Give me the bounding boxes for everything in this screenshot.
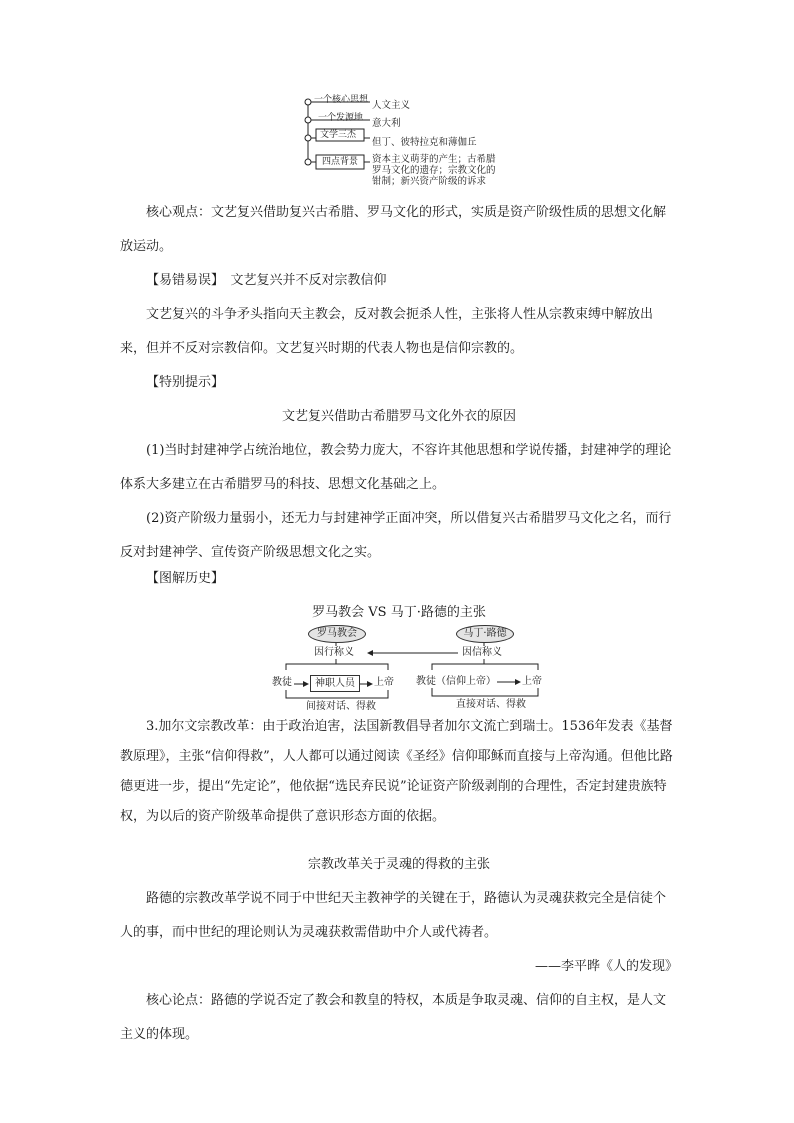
- special-tip-heading: 【特别提示】: [146, 375, 225, 390]
- roman-church-oval: 罗马教会: [308, 625, 366, 643]
- soul-body: 路德的宗教改革学说不同于中世纪天主教神学的关键在于，路德认为灵魂获救完全是信徒个人的事，而中世纪的理论则认为灵魂获救需借助中介人或代祷者。: [120, 891, 667, 940]
- tree-value-background-1: 资本主义萌芽的产生；古希腊: [372, 154, 496, 165]
- right-believer-label: 教徒（信仰上帝）: [416, 676, 496, 687]
- soul-title: 宗教改革关于灵魂的得救的主张: [307, 857, 490, 872]
- tree-label-background: 四点背景: [322, 157, 359, 167]
- justification-by-works-label: 因行称义: [314, 647, 354, 658]
- special-tip-point-2: (2)资产阶级力量弱小，还无力与封建神学正面冲突，所以借复兴古希腊罗马文化之名，而行反对封建神学、宣传资产阶级思想文化之实。: [120, 511, 672, 560]
- indirect-dialog-caption: 间接对话、得救: [306, 701, 376, 712]
- concept-tree: [300, 94, 540, 192]
- tree-label-core-idea: 一个核心思想: [314, 95, 369, 105]
- special-tip-title: 文艺复兴借助古希腊罗马文化外衣的原因: [281, 409, 516, 424]
- soul-section: [120, 848, 678, 1052]
- tree-value-three-masters: 但丁、彼特拉克和薄伽丘: [372, 137, 477, 148]
- calvin-text: 3.加尔文宗教改革：由于政治迫害，法国新教倡导者加尔文流亡到瑞士。1536年发表《基督教原理》，主张“信仰得救”，人人都可以通过阅读《圣经》信仰耶稣而直接与上帝沟通。但他比路德更进一步，提出“先定论”，他依据“选民弃民说”论证资产阶级剥削的合理性，否定封建贵族特权，为以后的资产阶级革命提供了意识形态方面的依据。: [120, 719, 673, 824]
- soul-source: ——李平晔《人的发现》: [534, 959, 678, 974]
- special-tip-section: [120, 366, 678, 570]
- clergy-box: 神职人员: [310, 675, 360, 692]
- tree-value-core-idea: 人文主义: [372, 100, 411, 111]
- diagram-title: 罗马教会 VS 马丁·路德的主张: [312, 605, 486, 620]
- direct-dialog-caption: 直接对话、得救: [456, 699, 526, 710]
- left-believer-label: 教徒: [272, 677, 292, 688]
- tree-label-three-masters: 文学三杰: [320, 130, 357, 140]
- calvin-block: [120, 712, 678, 832]
- martin-luther-oval: 马丁·路德: [456, 625, 514, 643]
- right-god-label: 上帝: [522, 676, 542, 687]
- core-view-block: [120, 196, 678, 264]
- mistake-body: 文艺复兴的斗争矛头指向天主教会，反对教会扼杀人性，主张将人性从宗教束缚中解放出来，但并不反对宗教信仰。文艺复兴时期的代表人物也是信仰宗教的。: [120, 307, 654, 356]
- tree-label-origin: 一个发源地: [318, 113, 364, 123]
- special-tip-point-1: (1)当时封建神学占统治地位，教会势力庞大，不容许其他思想和学说传播，封建神学的理论体系大多建立在古希腊罗马的科技、思想文化基础之上。: [120, 443, 672, 492]
- justification-by-faith-label: 因信称义: [462, 647, 502, 658]
- mistake-heading: 【易错易误】 文艺复兴并不反对宗教信仰: [146, 273, 387, 288]
- mistake-section: [120, 264, 678, 366]
- soul-core-point: 核心论点：路德的学说否定了教会和教皇的特权，本质是争取灵魂、信仰的自主权，是人文主义的体现。: [120, 993, 667, 1042]
- tree-value-origin: 意大利: [372, 118, 401, 129]
- tree-value-background-2: 罗马文化的遗存；宗教文化的: [372, 165, 496, 176]
- tree-value-background-3: 钳制；新兴资产阶级的诉求: [372, 176, 487, 187]
- left-god-label: 上帝: [374, 677, 394, 688]
- diagram-heading-block: [120, 562, 678, 630]
- core-view-text: 核心观点：文艺复兴借助复兴古希腊、罗马文化的形式，实质是资产阶级性质的思想文化解放运动。: [120, 205, 667, 254]
- church-vs-luther-diagram: [270, 624, 560, 716]
- diagram-heading: 【图解历史】: [146, 571, 225, 586]
